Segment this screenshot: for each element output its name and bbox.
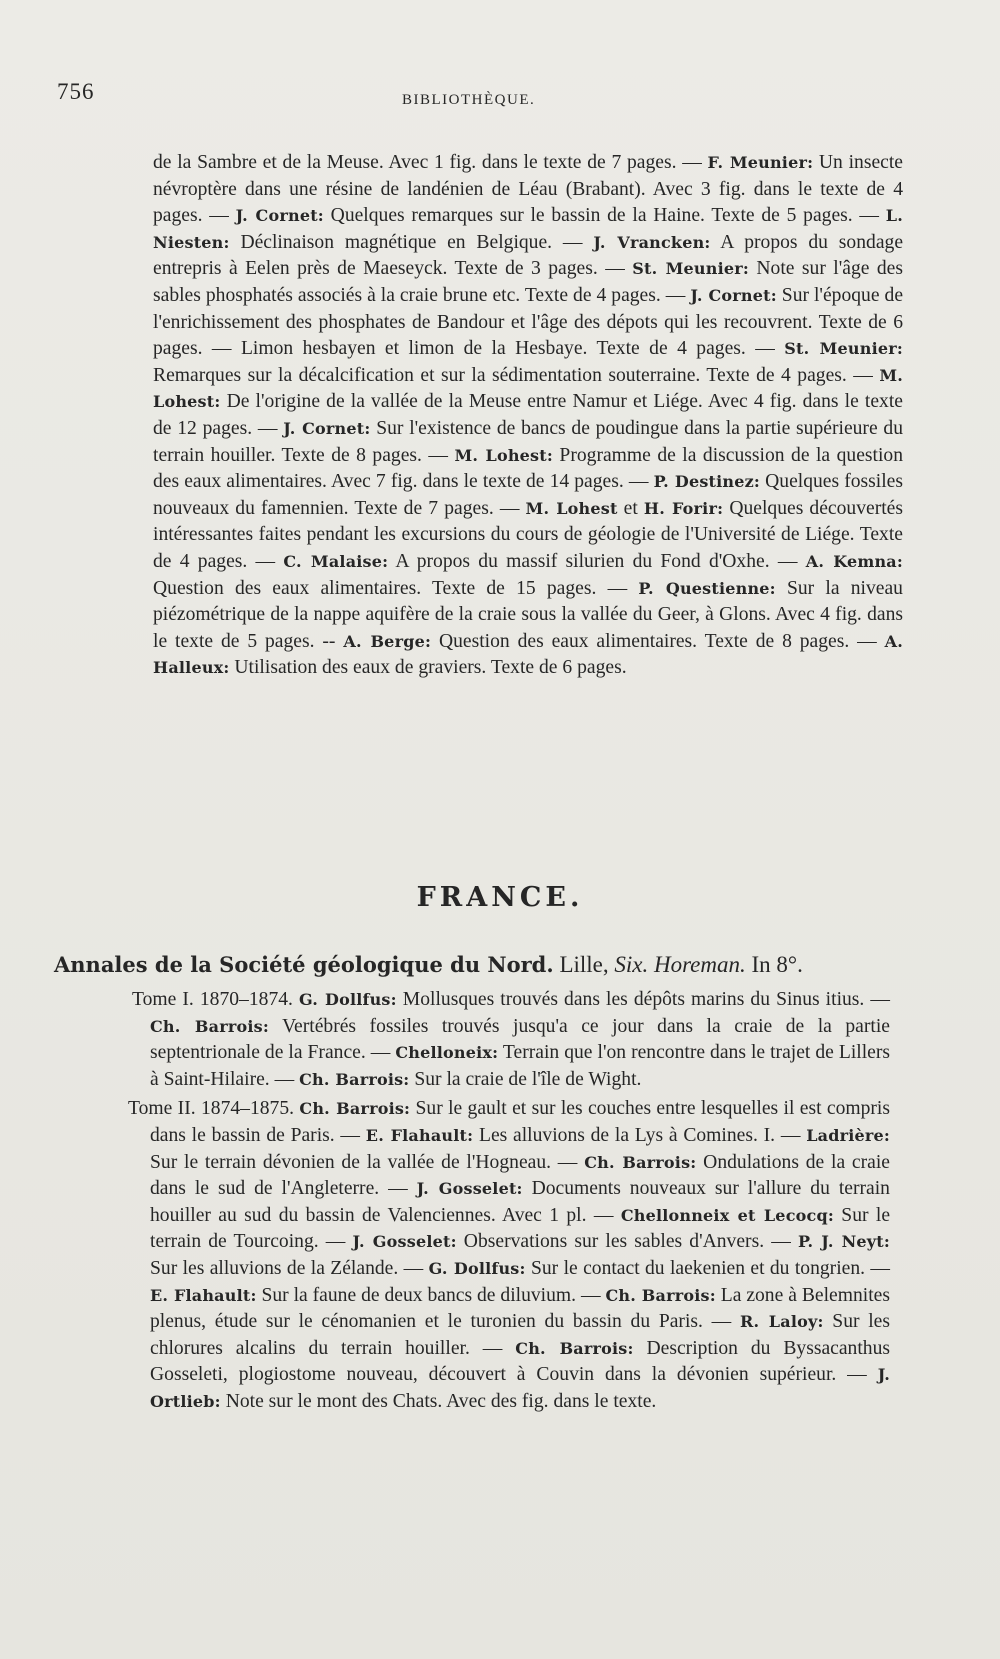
entry-text: Programme de la discussion de la question des eaux alimentaires. Avec 7 fig. dans le texte de 14 pages. — [153,444,903,493]
entry-text: La zone à Belemnites plenus, étude sur le cénomanien et le turonien du bassin du Paris. — [150,1284,890,1333]
author-name: M. Lohest: [454,445,553,465]
entry-text: Documents nouveaux sur l'allure du terrain houiller au sud du bassin de Valenciennes. Avec 1 pl. — [150,1178,890,1226]
entry-text: Sur le terrain dévonien de la vallée de l'Hogneau. — [150,1151,585,1173]
author-name: J. Vrancken: [593,232,711,252]
author-name: Ch. Barrois: [299,1099,411,1119]
journal-publisher: Six. Horeman. [614,952,746,977]
entry-text: Sur la craie de l'île de Wight. [409,1068,642,1090]
entry-text: Les alluvions de la Lys à Comines. I. — [473,1124,807,1146]
entry-text: A propos du massif silurien du Fond d'Oxhe. — [388,550,806,572]
author-name: E. Flahault: [150,1285,257,1305]
author-name: F. Meunier: [707,153,814,172]
entry-text: Note sur l'âge des sables phosphatés associés à la craie brune etc. Texte de 4 pages. — [153,258,903,306]
author-name: P. J. Neyt: [797,1232,890,1252]
section-heading-france: FRANCE. [416,882,584,913]
author-name: E. Flahault: [365,1125,474,1145]
author-name: A. Halleux: [153,631,904,678]
entry-text: Question des eaux alimentaires. Texte de 8 pages. — [431,630,885,652]
author-name: J. Cornet: [283,418,371,438]
entry-text: Vertébrés fossiles trouvés jusqu'a ce jour dans la craie de la partie septentrionale de la France. — [150,1015,890,1064]
entry-text: Sur la faune de deux bancs de diluvium. — [256,1284,606,1306]
author-name: Ch. Barrois: [584,1152,697,1172]
journal-format: In 8°. [751,952,803,977]
entry-text: Sur l'existence de bancs de poudingue dans la partie supérieure du terrain houiller. Texte de 8 pages. — [153,417,904,466]
author-name: Chellonneix et Lecocq: [620,1205,834,1225]
author-name: Chelloneix: [395,1043,499,1063]
entry-text: Déclinaison magnétique en Belgique. — [229,231,594,253]
entry-text: et [617,497,644,519]
entry-text: Mollusques trouvés dans les dépôts marins du Sinus itius. — [396,989,890,1010]
journal-title: Annales de la Société géologique du Nord. [54,952,554,977]
author-name: A. Kemna: [805,551,903,571]
author-name: A. Berge: [343,631,432,651]
author-name: Ch. Barrois: [150,1016,269,1036]
author-name: M. Lohest: [153,365,903,412]
entry-text: Utilisation des eaux de graviers. Texte de 6 pages. [229,657,627,679]
author-name: St. Meunier: [632,259,749,279]
entry-text: Quelques fossiles nouveaux du famennien. Texte de 7 pages. — [153,471,904,519]
author-name: G. Dollfus: [299,990,397,1009]
author-name: C. Malaise: [283,551,389,571]
author-name: G. Dollfus: [428,1258,526,1278]
volume-entry-tome-2 [128,1096,891,1415]
entry-text: A propos du sondage entrepris à Eelen près de Maeseyck. Texte de 3 pages. — [153,231,904,280]
entry-text: Un insecte névroptère dans une résine de landénien de Léau (Brabant). Avec 3 fig. dans le texte de 4 pages. — [153,152,903,227]
entry-text: Terrain que l'on rencontre dans le trajet de Lillers à Saint-Hilaire. — [150,1042,891,1090]
author-name: R. Laloy: [739,1312,824,1332]
entry-text: Tome I. 1870–1874. [132,989,299,1010]
entry-text: Remarques sur la décalcification et sur la sédimentation souterraine. Texte de 4 pages. — [153,364,880,386]
journal-place: Lille, [559,952,609,977]
entry-text: Sur le contact du laekenien et du tongrien. — [525,1257,890,1279]
entry-text: Question des eaux alimentaires. Texte de 15 pages. — [153,577,639,599]
author-name: J. Gosselet: [416,1179,523,1199]
author-name: J. Cornet: [690,285,777,305]
entry-text: Sur la niveau piézométrique de la nappe aquifère de la craie sous la vallée du Geer, à Glons. Avec 4 fig. dans le texte de 5 pages. -- [153,577,903,652]
author-name: St. Meunier: [784,339,903,359]
author-name: J. Gosselet: [352,1232,457,1252]
entry-text: Ondulations de la craie dans le sud de l'Angleterre. — [150,1151,890,1200]
entry-text: de la Sambre et de la Meuse. Avec 1 fig. dans le texte de 7 pages. — [153,152,708,173]
belgium-bibliography-continuation [153,150,903,682]
journal-heading [54,950,934,980]
author-name: Ch. Barrois: [605,1285,716,1305]
author-name: L. Niesten: [153,206,904,252]
author-name: Ch. Barrois: [299,1069,410,1089]
author-name: Ch. Barrois: [515,1338,634,1358]
entry-text: Sur les alluvions de la Zélande. — [150,1257,429,1279]
page-number: 756 [57,79,95,104]
author-name: P. Questienne: [638,578,776,598]
entry-text: Sur le terrain de Tourcoing. — [150,1204,891,1253]
entry-text: Observations sur les sables d'Anvers. — [456,1231,798,1253]
author-name: Ladrière: [806,1125,891,1145]
author-name: P. Destinez: [653,472,761,492]
entry-text: Note sur le mont des Chats. Avec des fig. dans le texte. [220,1390,657,1412]
volume-entry-tome-1 [132,987,891,1093]
author-name: H. Forir: [643,498,724,518]
volumes-list [128,987,891,1416]
entry-text: Sur l'époque de l'enrichissement des phosphates de Bandour et l'âge des dépots qui les recouvrent. Texte de 6 pages. — Limon hesbayen et limon de la Hesbaye. Texte de 4 pages. — [153,284,904,360]
entry-text: Quelques remarques sur le bassin de la Haine. Texte de 5 pages. — [323,205,886,227]
entry-text: Sur les chlorures alcalins du terrain houiller. — [150,1311,890,1359]
entry-text: Tome II. 1874–1875. [128,1098,300,1120]
entry-text: Description du Byssacanthus Gosseleti, plogiostome nouveau, découvert à Couvin dans la dévonien supérieur. — [150,1337,891,1386]
entry-text: Quelques découvertés intéressantes faites pendant les excursions du cours de géologie de l'Université de Liége. Texte de 4 pages. — [153,497,903,572]
running-title: BIBLIOTHÈQUE. [402,92,536,108]
author-name: M. Lohest [525,498,618,518]
author-name: J. Ortlieb: [150,1365,890,1411]
entry-text: De l'origine de la vallée de la Meuse entre Namur et Liége. Avec 4 fig. dans le texte de 12 pages. — [153,391,903,439]
entry-text: Sur le gault et sur les couches entre lesquelles il est compris dans le bassin de Paris. — [150,1098,890,1146]
author-name: J. Cornet: [235,206,324,226]
belgium-entries-paragraph [153,150,903,682]
